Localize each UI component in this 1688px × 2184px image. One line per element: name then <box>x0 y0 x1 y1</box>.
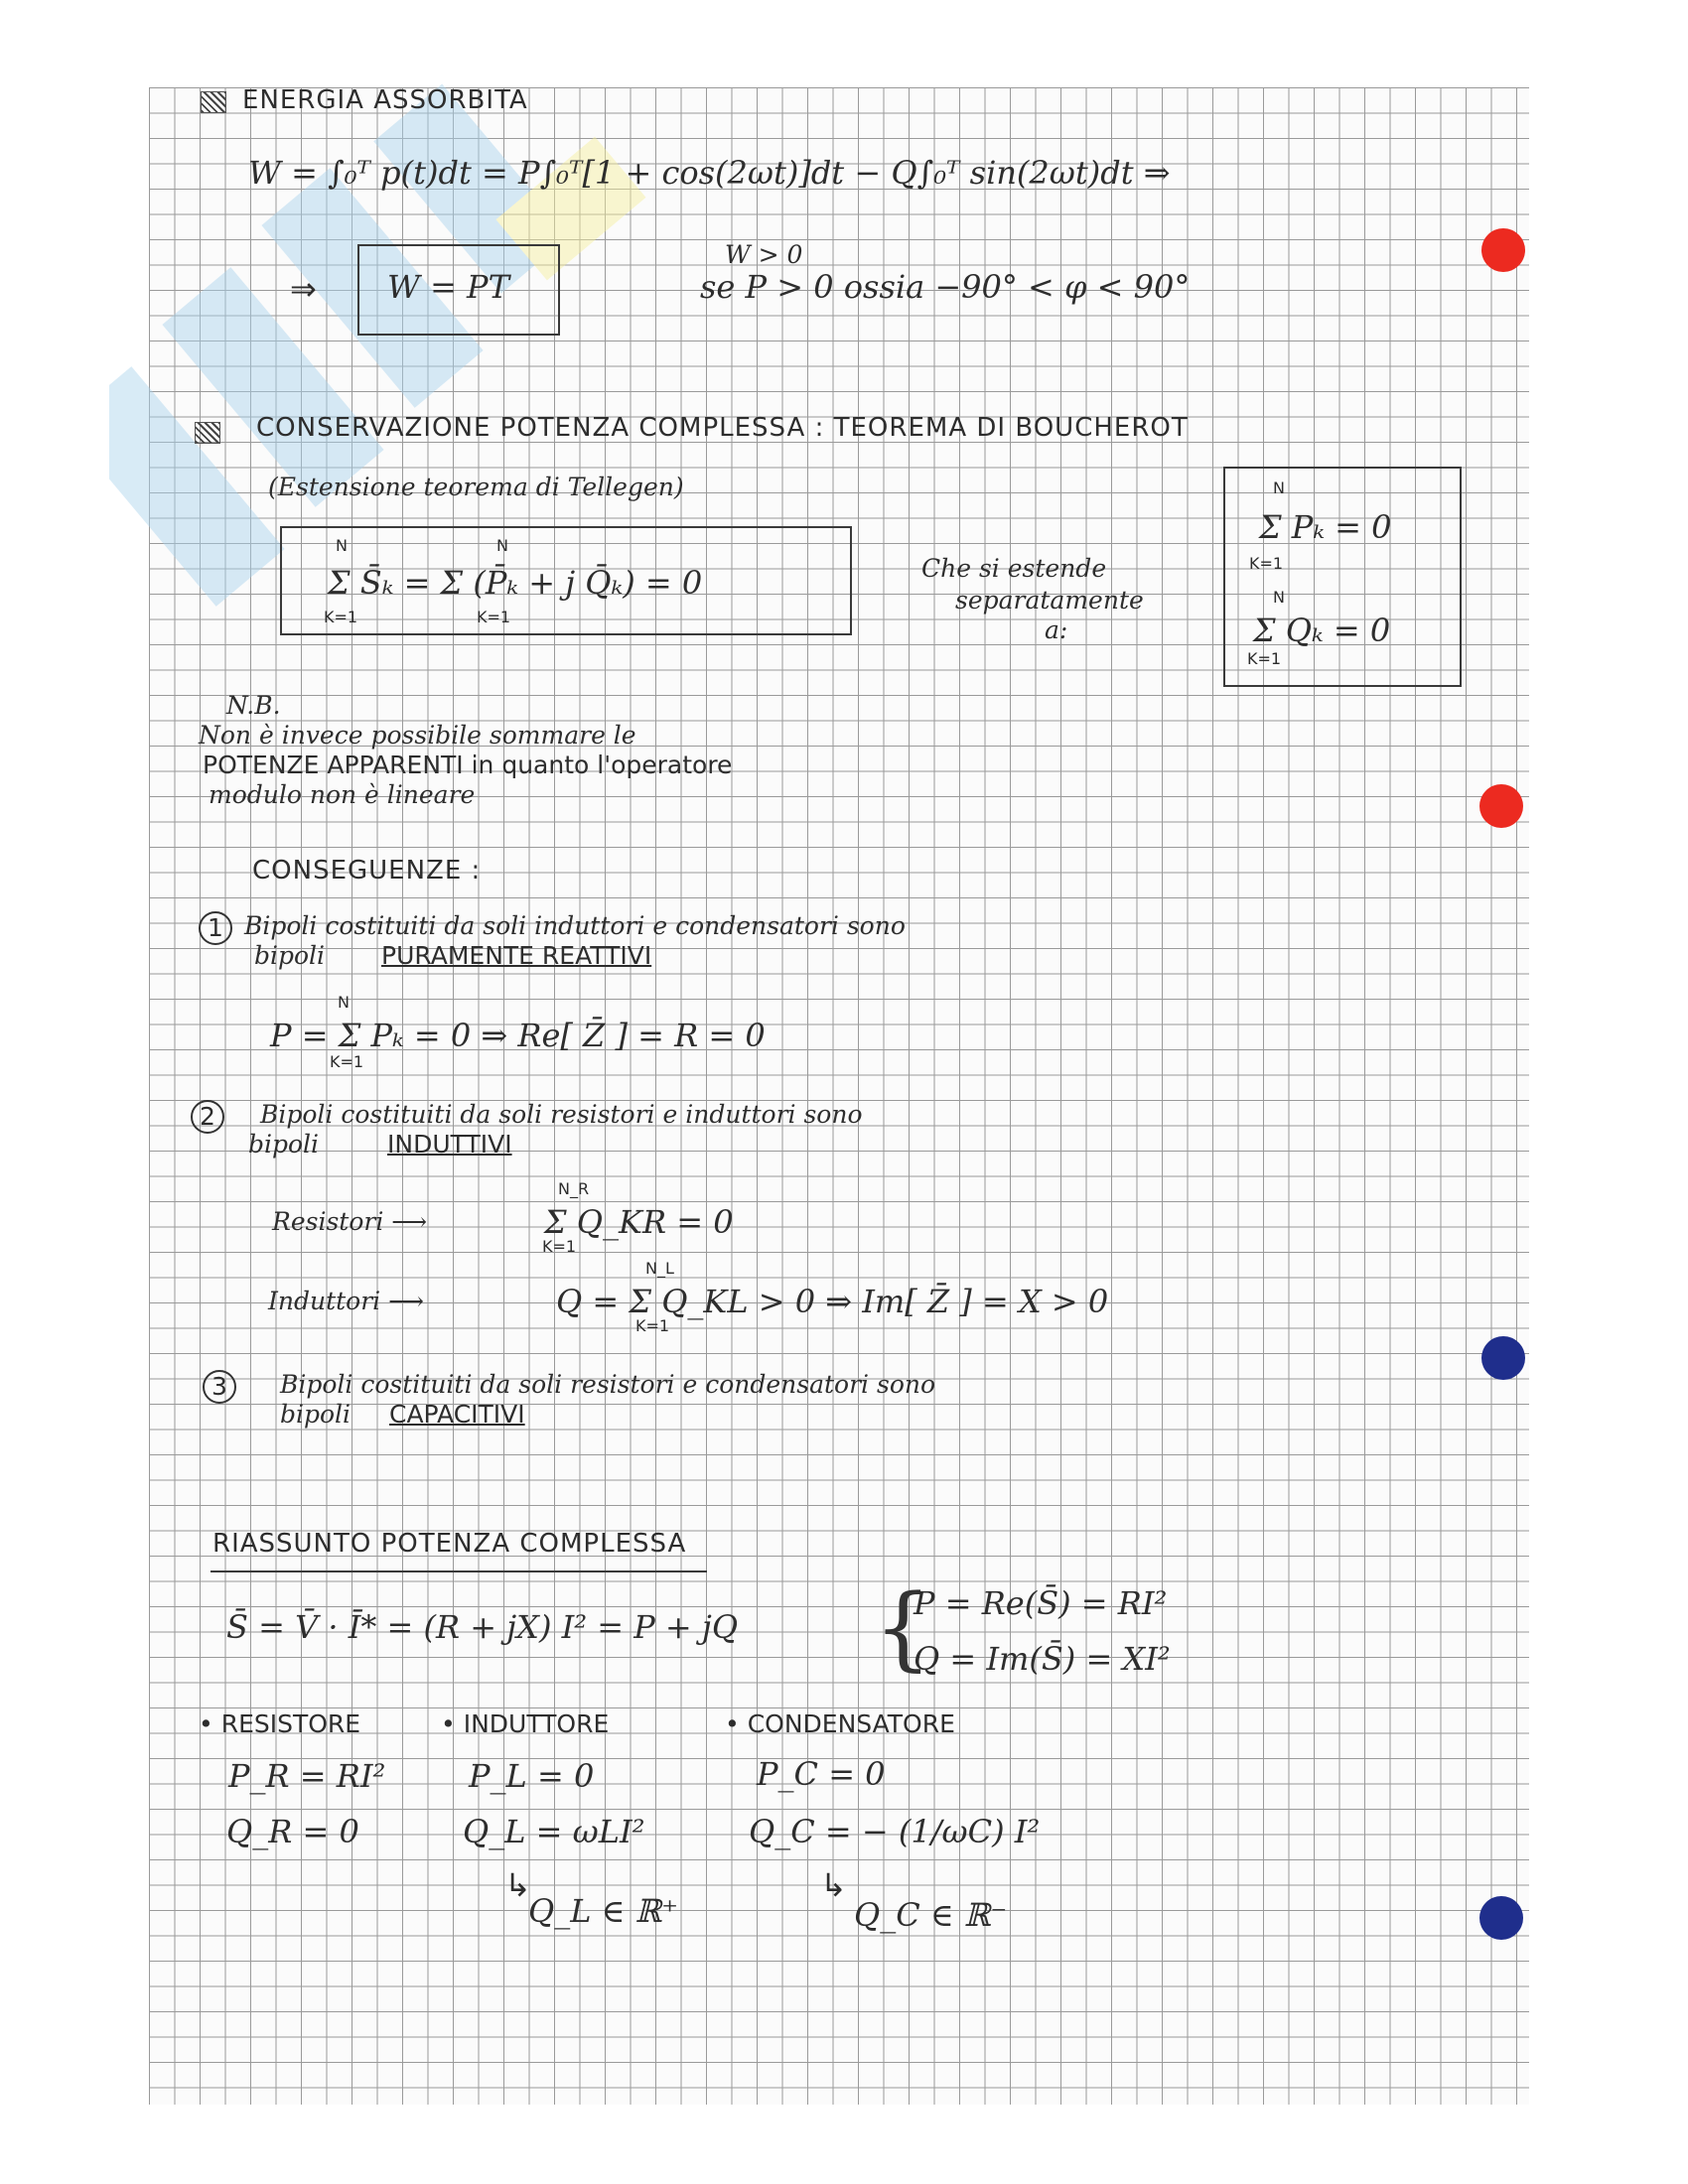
item-1-formula: P = Σ Pₖ = 0 ⇒ Re[ Z̄ ] = R = 0 <box>270 1017 766 1054</box>
binder-dot-red <box>1481 228 1525 272</box>
resistori-label: Resistori ⟶ <box>272 1207 428 1236</box>
condensatore-title: • CONDENSATORE <box>725 1709 955 1738</box>
induttore-p: P_L = 0 <box>469 1757 595 1795</box>
item-1-number: 1 <box>199 911 232 945</box>
riassunto-title: RIASSUNTO POTENZA COMPLESSA <box>212 1529 687 1559</box>
sum-lower: K=1 <box>330 1052 364 1071</box>
sum-lower: K=1 <box>477 608 511 626</box>
sum-upper: N <box>338 993 350 1012</box>
binder-dot-red <box>1479 784 1523 828</box>
energy-formula: W = ∫₀ᵀ p(t)dt = P∫₀ᵀ[1 + cos(2ωt)]dt − Q∫₀ᵀ sin(2ωt)dt ⇒ <box>248 154 1171 192</box>
item-3-line-2b: CAPACITIVI <box>389 1400 525 1429</box>
item-2-number: 2 <box>191 1100 224 1134</box>
conseguenze-title: CONSEGUENZE : <box>252 856 482 886</box>
item-2-line-2a: bipoli <box>248 1130 320 1159</box>
condensatore-note: Q_C ∈ ℝ⁻ <box>854 1896 1008 1934</box>
resistore-q: Q_R = 0 <box>226 1813 359 1850</box>
item-3-line-1: Bipoli costituiti da soli resistori e condensatori sono <box>280 1370 936 1399</box>
item-2-line-2b: INDUTTIVI <box>387 1130 512 1159</box>
result-formula: W = PT <box>387 268 509 306</box>
section-title-boucherot: CONSERVAZIONE POTENZA COMPLESSA : TEOREMA DI BOUCHEROT <box>256 413 1189 443</box>
sum-lower: K=1 <box>1249 554 1284 573</box>
resistore-p: P_R = RI² <box>228 1757 386 1795</box>
condensatore-p: P_C = 0 <box>757 1755 886 1793</box>
condensatore-q: Q_C = − (1/ωC) I² <box>749 1813 1041 1850</box>
p-equation: P = Re(S̄) = RI² <box>914 1584 1168 1622</box>
induttori-label: Induttori ⟶ <box>268 1287 424 1315</box>
sum-lower: K=1 <box>1247 649 1282 668</box>
arrow-icon: ↳ <box>504 1866 531 1904</box>
nb-label: N.B. <box>226 691 281 720</box>
sum-upper: N <box>496 536 508 555</box>
induttori-sum-upper: N_L <box>645 1259 674 1278</box>
condition-text: se P > 0 ossia −90° < φ < 90° <box>700 268 1191 306</box>
riassunto-underline <box>211 1570 707 1572</box>
item-1-line-1: Bipoli costituiti da soli induttori e condensatori sono <box>244 911 906 940</box>
sum-lower: K=1 <box>635 1316 670 1335</box>
item-1-line-2b: PURAMENTE REATTIVI <box>381 941 652 970</box>
section-subtitle: (Estensione teorema di Tellegen) <box>268 473 684 501</box>
item-2-line-1: Bipoli costituiti da soli resistori e induttori sono <box>260 1100 863 1129</box>
sum-upper: N <box>336 536 348 555</box>
arrow-icon: ↳ <box>820 1866 847 1904</box>
q-equation: Q = Im(S̄) = XI² <box>914 1640 1171 1678</box>
resistori-sum-upper: N_R <box>558 1179 590 1198</box>
nb-line-2: POTENZE APPARENTI in quanto l'operatore <box>203 751 733 779</box>
binder-dot-blue <box>1481 1336 1525 1380</box>
side-text-1: Che si estende <box>921 554 1107 583</box>
sum-upper: N <box>1273 588 1285 607</box>
resistori-formula: Σ Q_KR = 0 <box>544 1203 734 1241</box>
induttore-note: Q_L ∈ ℝ⁺ <box>528 1892 678 1930</box>
side-text-2: separatamente <box>955 586 1144 614</box>
induttore-q: Q_L = ωLI² <box>463 1813 645 1850</box>
item-3-line-2a: bipoli <box>280 1400 352 1429</box>
implies-arrow: ⇒ <box>290 270 317 308</box>
nb-line-3: modulo non è lineare <box>209 780 476 809</box>
resistore-title: • RESISTORE <box>199 1709 361 1738</box>
binder-dot-blue <box>1479 1896 1523 1940</box>
boucherot-formula: Σ S̄ₖ = Σ (P̄ₖ + j Q̄ₖ) = 0 <box>328 564 703 602</box>
sum-lower: K=1 <box>542 1237 577 1256</box>
graph-paper-sheet <box>149 87 1529 2105</box>
condition-top: W > 0 <box>725 240 803 269</box>
sum-p-formula: Σ Pₖ = 0 <box>1259 508 1392 546</box>
section-marker <box>195 422 220 444</box>
sum-upper: N <box>1273 478 1285 497</box>
section-marker <box>201 91 226 113</box>
sum-q-formula: Σ Qₖ = 0 <box>1253 612 1391 649</box>
side-text-3: a: <box>1045 615 1068 644</box>
nb-line-1: Non è invece possibile sommare le <box>199 721 636 750</box>
complex-power-formula: S̄ = V̄ · Ī* = (R + jX) I² = P + jQ <box>226 1608 739 1646</box>
item-1-line-2a: bipoli <box>254 941 326 970</box>
item-3-number: 3 <box>203 1370 236 1404</box>
system-brace: { <box>874 1574 932 1681</box>
induttori-formula: Q = Σ Q_KL > 0 ⇒ Im[ Z̄ ] = X > 0 <box>556 1283 1109 1320</box>
section-title-energia: ENERGIA ASSORBITA <box>242 85 528 115</box>
induttore-title: • INDUTTORE <box>441 1709 610 1738</box>
sum-lower: K=1 <box>324 608 358 626</box>
